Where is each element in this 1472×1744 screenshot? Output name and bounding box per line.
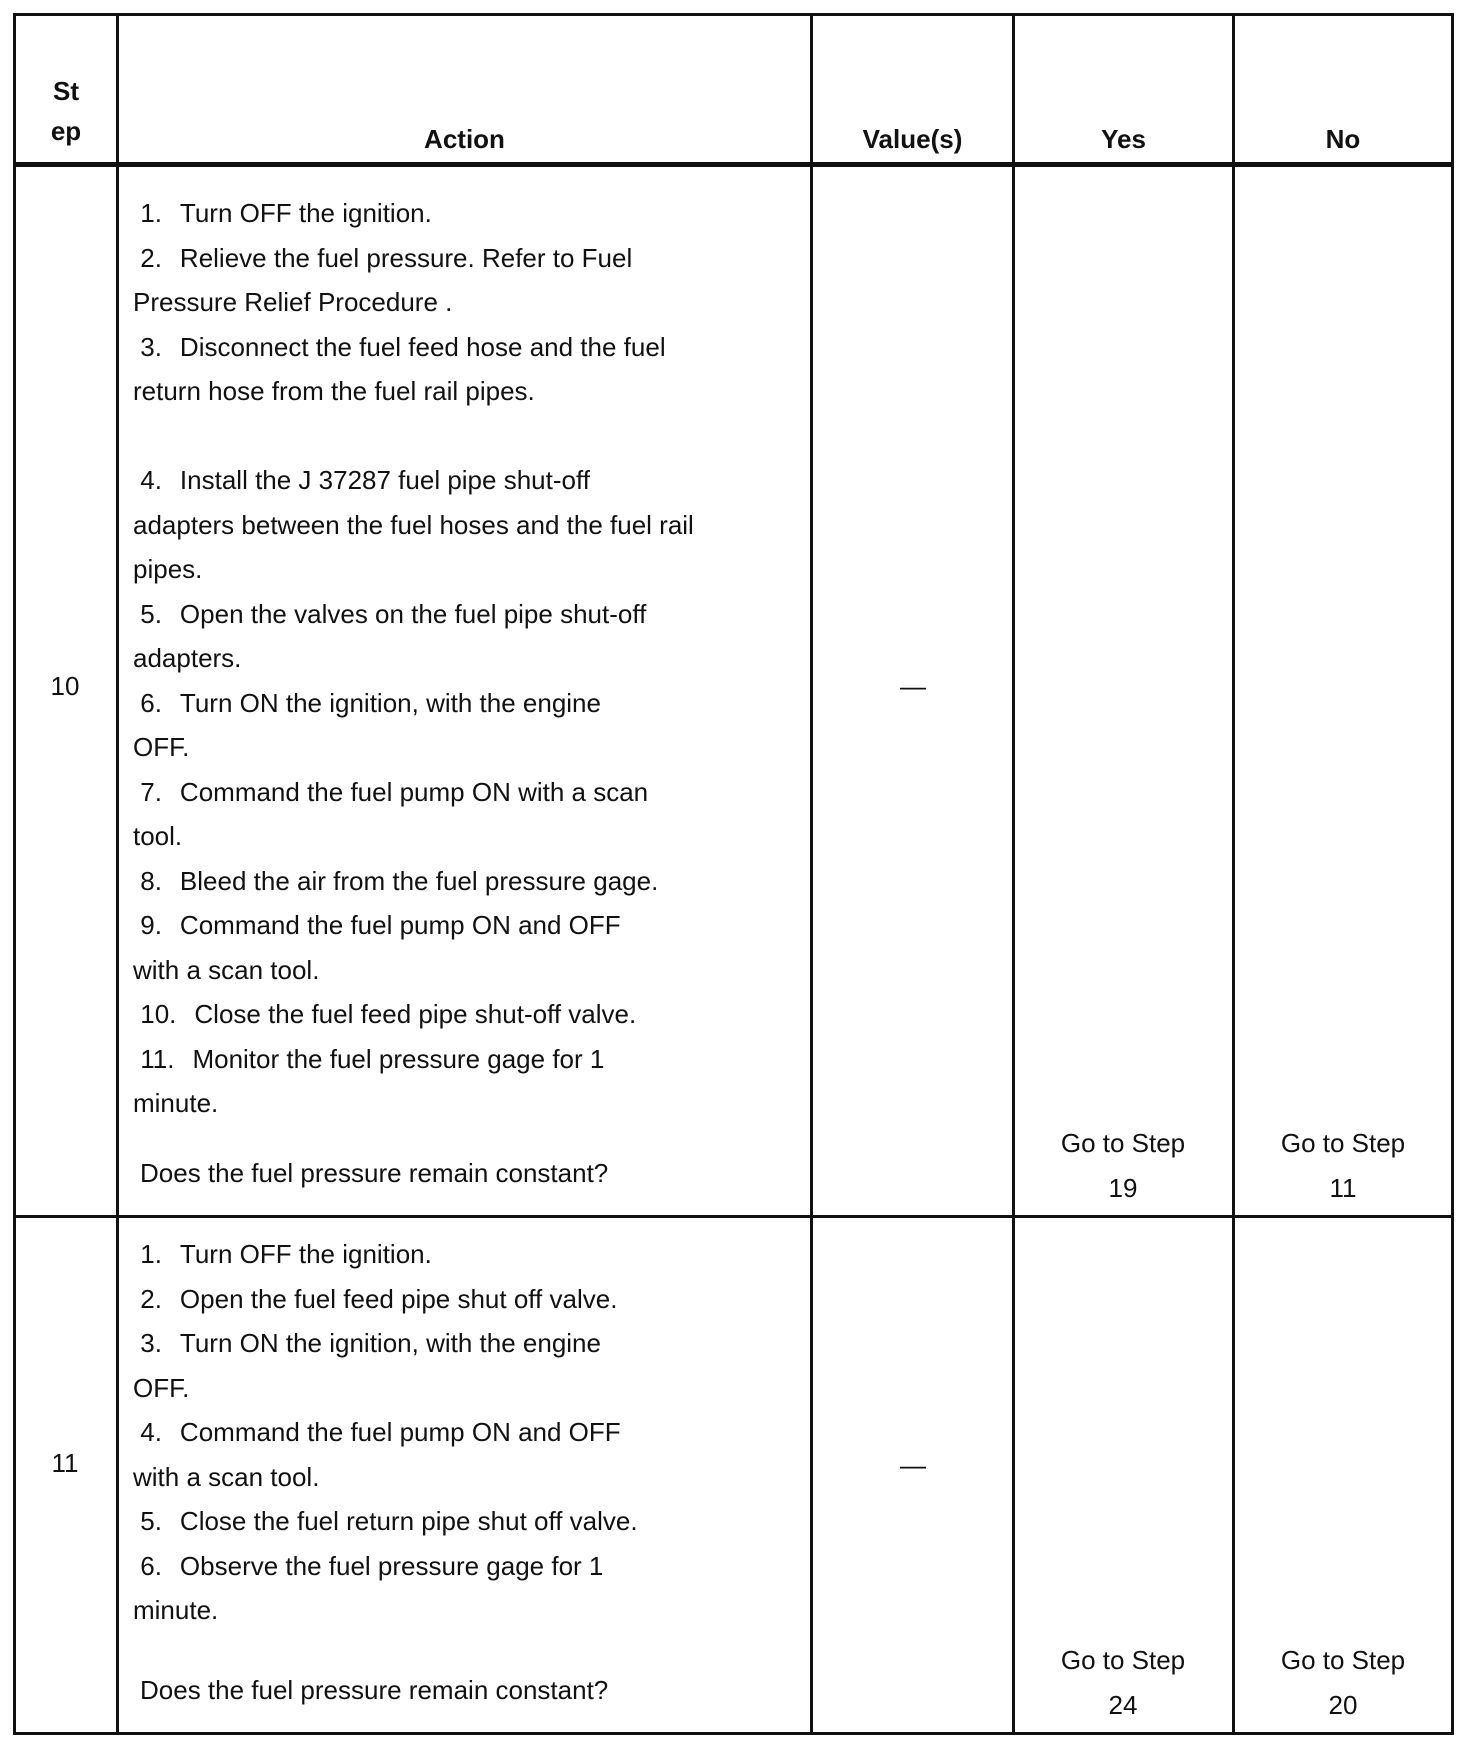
header-step-line2: ep: [50, 116, 82, 146]
action-line: 7. Command the fuel pump ON with a scan: [140, 776, 649, 807]
action-line: 9. Command the fuel pump ON and OFF: [140, 910, 621, 940]
value-dash: —: [900, 1450, 926, 1480]
header-yes: Yes: [1101, 124, 1146, 154]
diagnostic-table: [13, 13, 1454, 1735]
action-line: 2. Open the fuel feed pipe shut off valve.: [140, 1283, 618, 1314]
yes-go-to-step: [1015, 1121, 1231, 1210]
action-line: 1. Turn OFF the ignition.: [140, 1239, 432, 1269]
action-line: 3. Disconnect the fuel feed hose and the fuel: [140, 331, 666, 362]
no-go-to-number: 20: [1328, 1689, 1358, 1720]
action-question: Does the fuel pressure remain constant?: [140, 1675, 609, 1705]
action-steps: [133, 191, 694, 1126]
no-go-to-label: Go to Step: [1280, 1645, 1406, 1675]
no-go-to-step: [1235, 1121, 1451, 1210]
action-line: 3. Turn ON the ignition, with the engine: [140, 1328, 601, 1358]
no-go-to-number: 11: [1329, 1172, 1357, 1203]
action-line: pipes.: [133, 554, 203, 584]
step-number: 11: [51, 1448, 79, 1478]
action-line: 10. Close the fuel feed pipe shut-off valve.: [140, 999, 637, 1029]
value-dash: —: [900, 671, 926, 701]
action-line: 6. Turn ON the ignition, with the engine: [140, 687, 601, 718]
action-line: 5. Close the fuel return pipe shut off valve.: [140, 1506, 638, 1536]
action-line: Pressure Relief Procedure .: [133, 287, 453, 317]
action-line: 4. Install the J 37287 fuel pipe shut-off: [140, 465, 590, 495]
action-line: with a scan tool.: [133, 954, 320, 985]
header-no: No: [1325, 124, 1361, 154]
action-line: minute.: [133, 1595, 219, 1625]
action-steps: [133, 1232, 638, 1633]
action-line: 6. Observe the fuel pressure gage for 1: [140, 1550, 604, 1581]
action-line: 11. Monitor the fuel pressure gage for 1: [140, 1043, 605, 1074]
action-line: minute.: [133, 1088, 219, 1118]
action-line: OFF.: [133, 1372, 190, 1403]
table-border-bottom: [13, 1732, 1454, 1735]
action-line: 4. Command the fuel pump ON and OFF: [140, 1417, 621, 1447]
action-line: 2. Relieve the fuel pressure. Refer to Fuel: [140, 242, 633, 273]
yes-go-to-step: [1015, 1638, 1231, 1727]
action-line: tool.: [133, 821, 183, 851]
action-question: Does the fuel pressure remain constant?: [140, 1158, 609, 1188]
header-values: Value(s): [862, 124, 963, 154]
action-line: adapters.: [133, 643, 242, 673]
col-divider-yes: [1232, 13, 1235, 1735]
no-go-to-label: Go to Step: [1280, 1128, 1406, 1158]
table-border-top: [13, 13, 1454, 16]
action-line: adapters between the fuel hoses and the fuel rail: [133, 509, 694, 540]
header-step-line1: St: [53, 76, 79, 106]
action-line: 8. Bleed the air from the fuel pressure gage.: [140, 865, 659, 896]
yes-go-to-number: 19: [1108, 1172, 1138, 1203]
table-border-left: [13, 13, 16, 1735]
header-action: Action: [424, 124, 505, 154]
table-border-right: [1451, 13, 1454, 1735]
header-divider: [13, 162, 1454, 167]
yes-go-to-label: Go to Step: [1060, 1128, 1186, 1158]
action-line: return hose from the fuel rail pipes.: [133, 376, 535, 406]
action-line: OFF.: [133, 732, 190, 762]
action-line: 1. Turn OFF the ignition.: [140, 198, 432, 228]
col-divider-step: [116, 13, 119, 1735]
action-line: with a scan tool.: [133, 1461, 320, 1492]
yes-go-to-label: Go to Step: [1060, 1645, 1186, 1675]
action-line: 5. Open the valves on the fuel pipe shut-off: [140, 598, 647, 629]
step-number: 10: [50, 671, 80, 701]
row-divider: [13, 1215, 1454, 1218]
action-line: [133, 414, 694, 459]
header-step: [16, 71, 116, 151]
yes-go-to-number: 24: [1108, 1689, 1138, 1720]
no-go-to-step: [1235, 1638, 1451, 1727]
